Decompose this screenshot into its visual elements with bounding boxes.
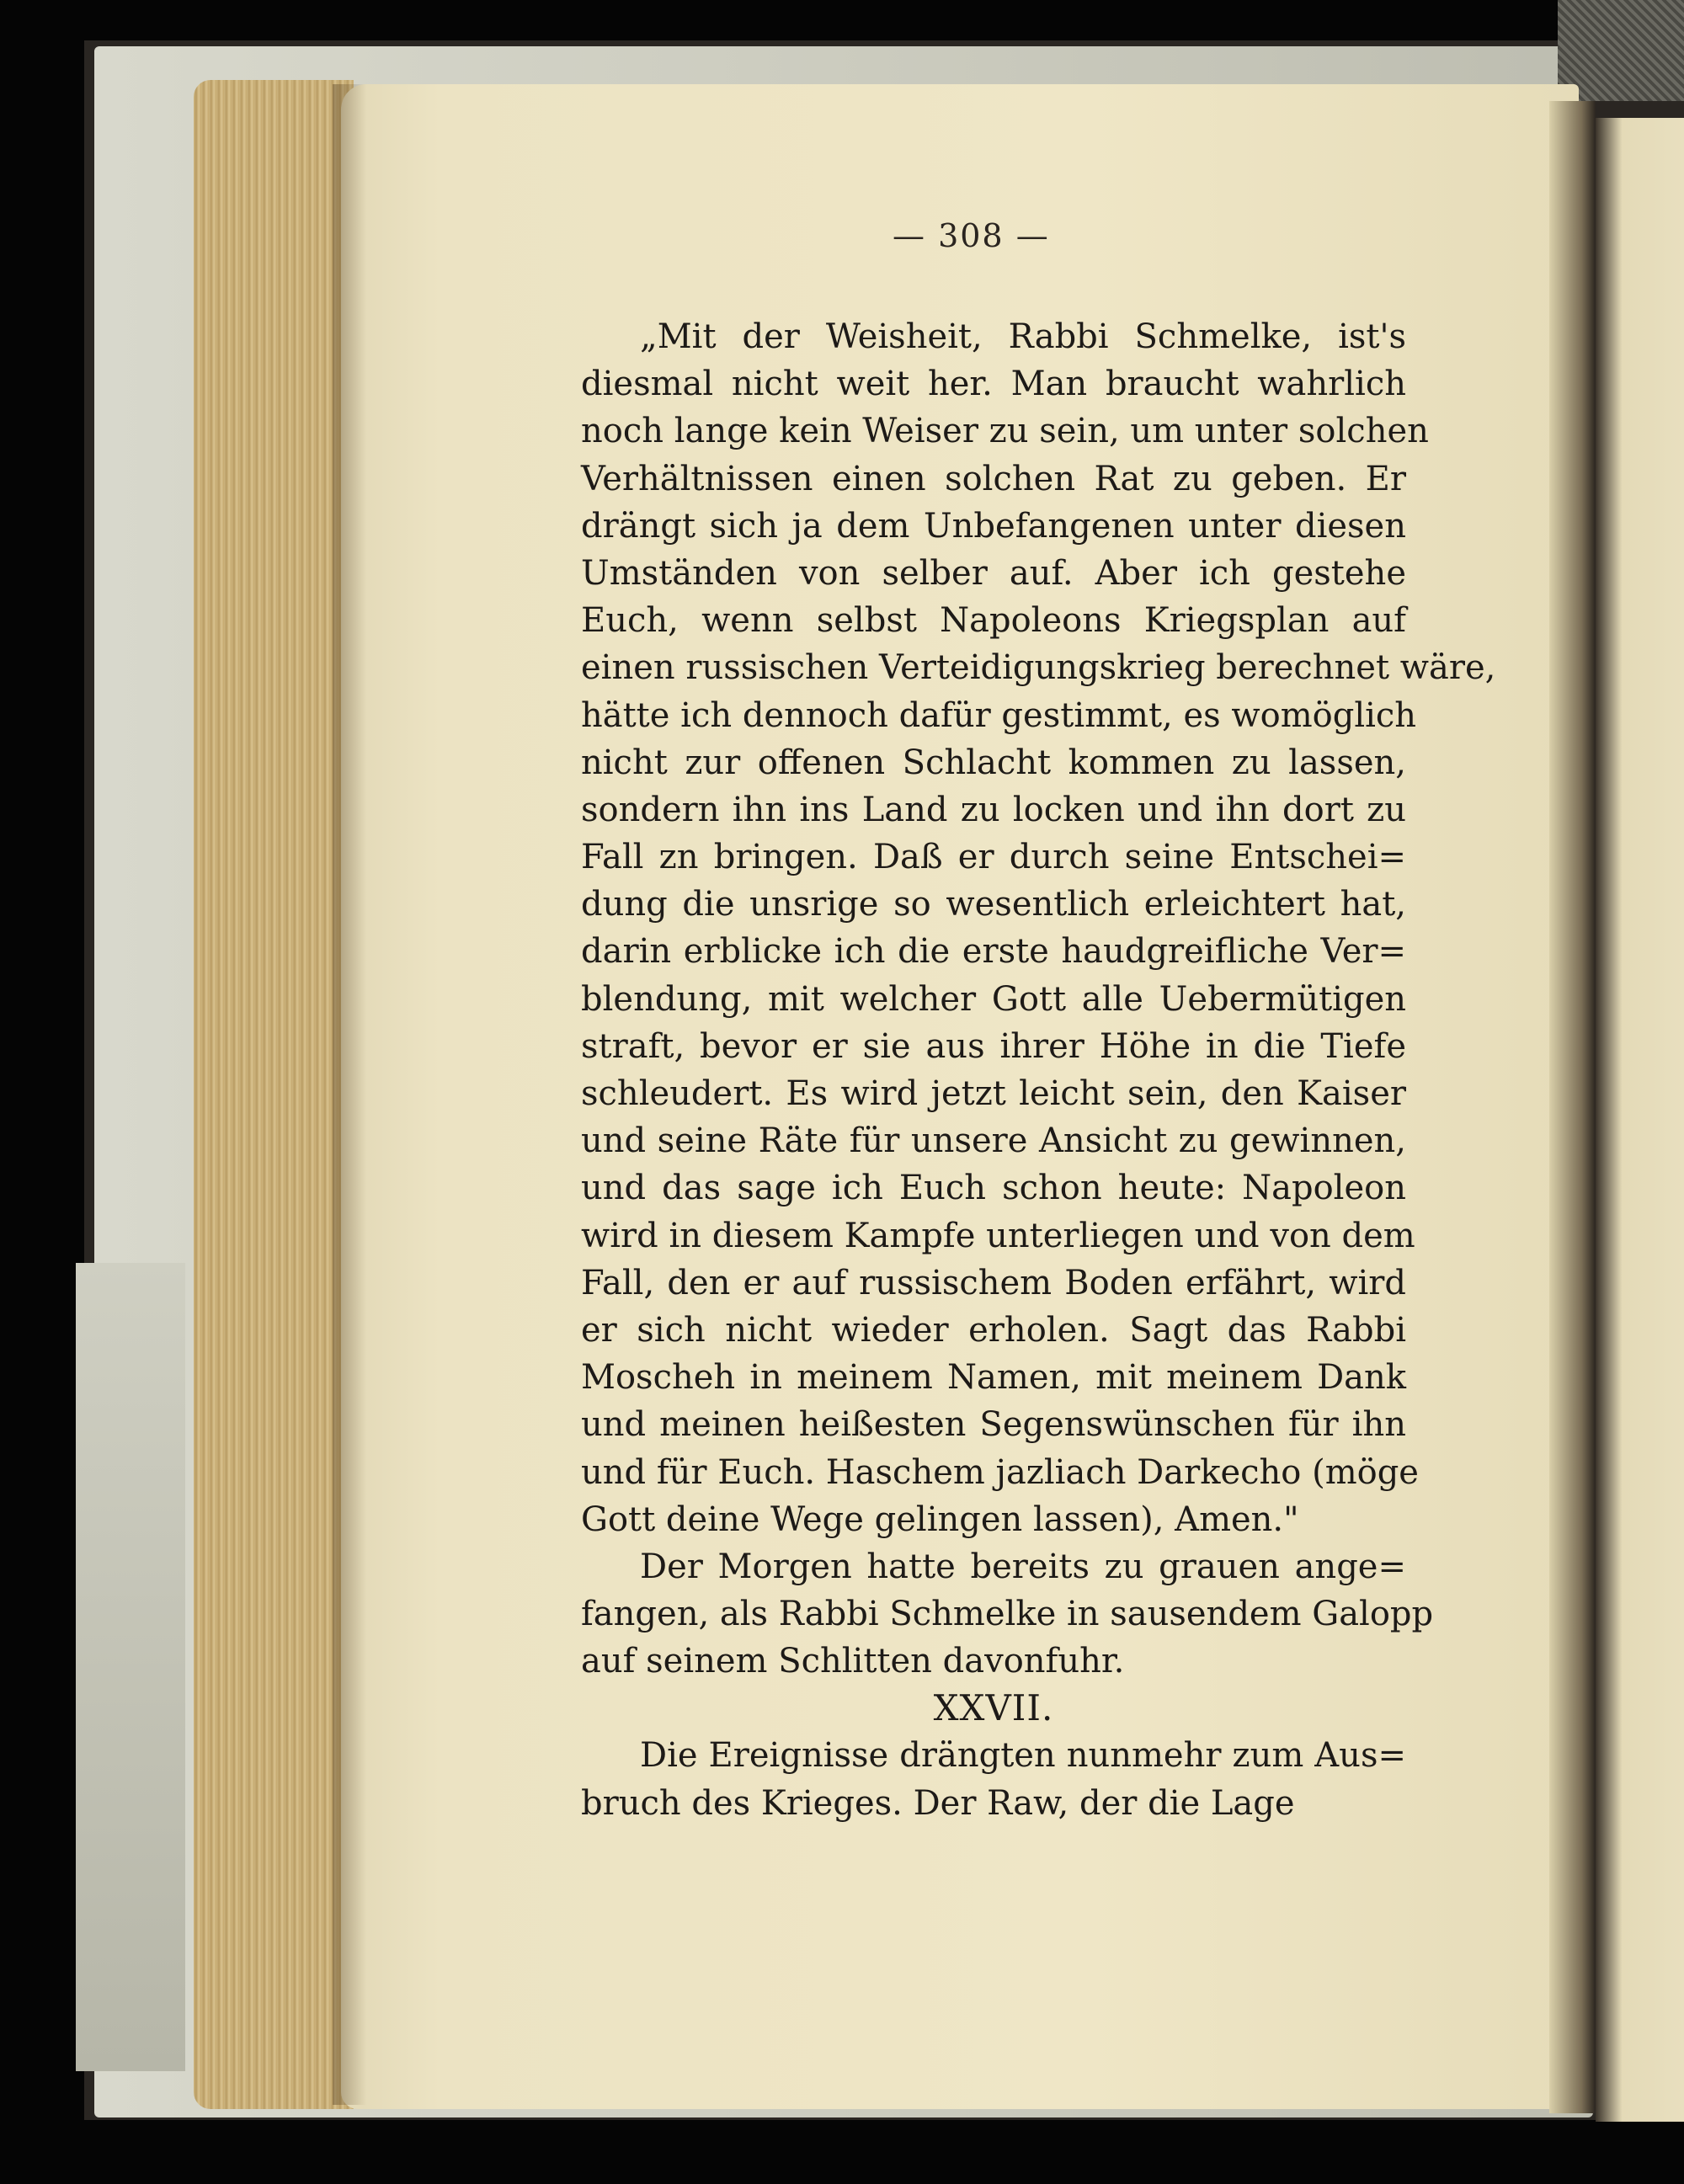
text-line: drängt sich ja dem Unbefangenen unter diesen [581,506,1406,546]
chapter-heading: XXVII. [933,1687,1054,1729]
text-line: Gott deine Wege gelingen lassen), Amen." [581,1500,1299,1539]
text-line: und seine Räte für unsere Ansicht zu gewinnen, [581,1121,1406,1161]
text-line: und das sage ich Euch schon heute: Napoleon [581,1169,1406,1208]
text-line: fangen, als Rabbi Schmelke in sausendem Galopp [581,1595,1434,1634]
text-line: er sich nicht wieder erholen. Sagt das Rabbi [581,1310,1406,1350]
text-line: und meinen heißesten Segenswünschen für ihn [581,1405,1406,1445]
text-line: und für Euch. Haschem jazliach Darkecho (möge [581,1452,1419,1492]
text-line: noch lange kein Weiser zu sein, um unter solchen [581,412,1429,451]
facing-page-edge [1596,118,1684,2122]
text-line: Fall zn bringen. Daß er durch seine Entschei= [581,838,1406,877]
text-line: hätte ich dennoch dafür gestimmt, es womöglich [581,695,1417,735]
page-number: — 308 — [893,217,1050,254]
text-line: Verhältnissen einen solchen Rat zu geben. Er [581,459,1406,498]
body-text [581,313,1496,1827]
text-line: dung die unsrige so wesentlich erleichtert hat, [581,885,1406,924]
text-line: diesmal nicht weit her. Man braucht wahrlich [581,365,1406,404]
text-line: bruch des Krieges. Der Raw, der die Lage [581,1783,1295,1823]
text-line: „Mit der Weisheit, Rabbi Schmelke, ist's [640,317,1406,356]
text-line: einen russischen Verteidigungskrieg berechnet wäre, [581,648,1496,688]
text-line: darin erblicke ich die erste haudgreifliche Ver= [581,932,1406,972]
page-edges [194,80,354,2109]
page-shadow [333,84,366,2105]
text-line: blendung, mit welcher Gott alle Uebermütigen [581,979,1406,1019]
text-line: Fall, den er auf russischem Boden erfährt, wird [581,1263,1406,1302]
paragraph-events [581,1732,1406,1826]
text-line: straft, bevor er sie aus ihrer Höhe in die Tiefe [581,1026,1406,1066]
page-gutter [1549,101,1596,2113]
text-line: Euch, wenn selbst Napoleons Kriegsplan auf [581,601,1406,641]
text-line: wird in diesem Kampfe unterliegen und von dem [581,1216,1415,1255]
text-line: Der Morgen hatte bereits zu grauen ange= [640,1547,1406,1586]
text-line: sondern ihn ins Land zu locken und ihn dort zu [581,790,1406,829]
paragraph-morning [581,1543,1434,1686]
text-line: nicht zur offenen Schlacht kommen zu lassen, [581,743,1406,782]
torn-endpaper [76,1263,185,2071]
text-line: schleudert. Es wird jetzt leicht sein, den Kaiser [581,1074,1406,1113]
text-line: Die Ereignisse drängten nunmehr zum Aus= [640,1736,1406,1776]
text-line: auf seinem Schlitten davonfuhr. [581,1642,1125,1681]
paragraph-speech [581,313,1496,1543]
text-line: Moscheh in meinem Namen, mit meinem Dank [581,1358,1406,1398]
text-line: Umständen von selber auf. Aber ich gestehe [581,553,1406,593]
